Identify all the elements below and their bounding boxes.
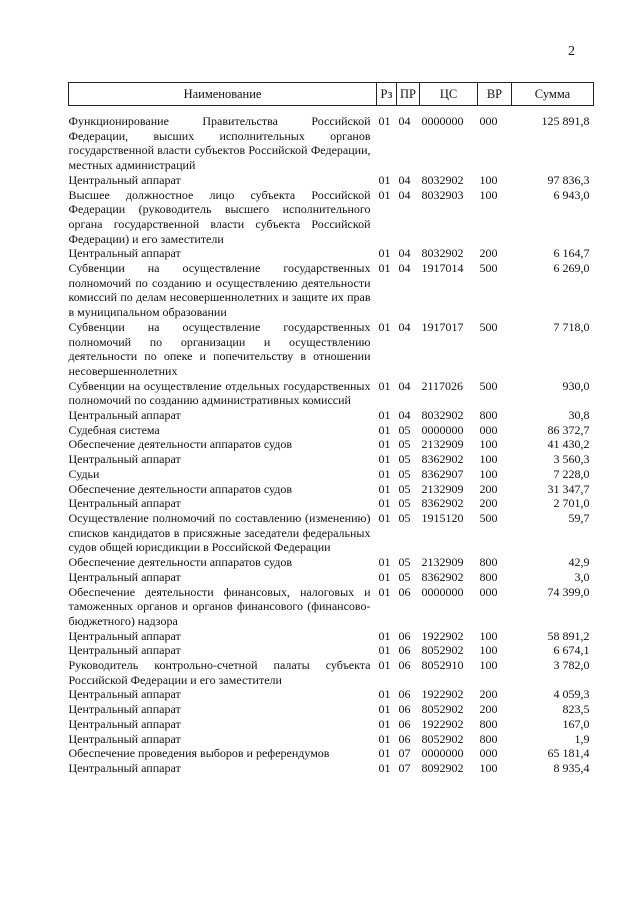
row-cs: 1922902 — [421, 628, 464, 643]
row-pr: 04 — [398, 187, 411, 202]
row-vr: 200 — [479, 687, 498, 702]
table-row — [69, 570, 594, 585]
row-sum: 6 269,0 — [553, 261, 590, 276]
row-rz: 01 — [378, 187, 391, 202]
row-pr: 05 — [398, 437, 411, 452]
row-sum: 6 943,0 — [553, 187, 590, 202]
table-row — [69, 761, 594, 776]
header-cs: ЦС — [420, 83, 478, 106]
row-sum: 3,0 — [574, 569, 590, 584]
row-cs: 8032902 — [421, 246, 464, 261]
row-sum: 58 891,2 — [547, 628, 590, 643]
row-rz: 01 — [378, 319, 391, 334]
row-name: Центральный аппарат — [68, 760, 181, 775]
row-cs: 8032902 — [421, 172, 464, 187]
table-row — [69, 188, 594, 247]
budget-table — [68, 82, 593, 776]
row-cs: 8362902 — [421, 496, 464, 511]
table-row — [69, 717, 594, 732]
row-pr: 05 — [398, 510, 411, 525]
row-vr: 100 — [479, 643, 498, 658]
row-rz: 01 — [378, 687, 391, 702]
row-vr: 500 — [479, 510, 498, 525]
row-vr: 800 — [479, 716, 498, 731]
row-vr: 200 — [479, 481, 498, 496]
row-cs: 0000000 — [421, 584, 464, 599]
row-cs: 8092902 — [421, 760, 464, 775]
row-pr: 04 — [398, 246, 411, 261]
row-sum: 8 935,4 — [553, 760, 590, 775]
row-name: Центральный аппарат — [68, 496, 181, 511]
row-sum: 4 059,3 — [553, 687, 590, 702]
row-pr: 05 — [398, 422, 411, 437]
table-row — [69, 467, 594, 482]
row-vr: 100 — [479, 658, 498, 673]
row-rz: 01 — [378, 702, 391, 717]
row-name: Центральный аппарат — [68, 716, 181, 731]
row-pr: 06 — [398, 643, 411, 658]
row-vr: 100 — [479, 452, 498, 467]
table-row — [69, 423, 594, 438]
row-name: Центральный аппарат — [68, 408, 181, 423]
row-rz: 01 — [378, 481, 391, 496]
row-vr: 800 — [479, 731, 498, 746]
row-sum: 7 718,0 — [553, 319, 590, 334]
table-row — [69, 702, 594, 717]
row-vr: 200 — [479, 702, 498, 717]
row-cs: 8052910 — [421, 658, 464, 673]
row-rz: 01 — [378, 246, 391, 261]
table-row — [69, 437, 594, 452]
row-vr: 200 — [479, 496, 498, 511]
row-name: Высшее должностное лицо субъекта Российской Федерации (руководитель высшего исполнительного органа государственной власти субъекта Российской Федерации) и его заместители — [68, 187, 371, 246]
row-name: Центральный аппарат — [68, 628, 181, 643]
row-pr: 07 — [398, 746, 411, 761]
row-rz: 01 — [378, 437, 391, 452]
row-cs: 8362907 — [421, 466, 464, 481]
row-vr: 800 — [479, 555, 498, 570]
row-rz: 01 — [378, 716, 391, 731]
row-sum: 2 701,0 — [553, 496, 590, 511]
row-cs: 8362902 — [421, 569, 464, 584]
row-cs: 0000000 — [421, 422, 464, 437]
row-name: Центральный аппарат — [68, 569, 181, 584]
row-sum: 3 782,0 — [553, 658, 590, 673]
row-vr: 100 — [479, 172, 498, 187]
row-vr: 100 — [479, 760, 498, 775]
row-vr: 100 — [479, 437, 498, 452]
row-rz: 01 — [378, 422, 391, 437]
table-row — [69, 114, 594, 173]
table-row — [69, 585, 594, 629]
row-name: Судебная система — [68, 422, 160, 437]
table-row — [69, 452, 594, 467]
spacer-row — [69, 106, 594, 115]
row-pr: 05 — [398, 496, 411, 511]
row-pr: 04 — [398, 114, 411, 128]
row-sum: 3 560,3 — [553, 452, 590, 467]
row-cs: 2132909 — [421, 555, 464, 570]
row-name: Обеспечение проведения выборов и референдумов — [68, 746, 330, 761]
row-rz: 01 — [378, 466, 391, 481]
row-sum: 65 181,4 — [547, 746, 590, 761]
row-cs: 8032902 — [421, 408, 464, 423]
row-pr: 05 — [398, 555, 411, 570]
row-rz: 01 — [378, 261, 391, 276]
row-pr: 04 — [398, 408, 411, 423]
row-name: Судьи — [68, 466, 100, 481]
row-pr: 06 — [398, 731, 411, 746]
row-name: Руководитель контрольно-счетной палаты субъекта Российской Федерации и его заместители — [68, 658, 371, 687]
row-sum: 823,5 — [562, 702, 590, 717]
row-vr: 100 — [479, 187, 498, 202]
row-vr: 500 — [479, 261, 498, 276]
row-rz: 01 — [378, 643, 391, 658]
row-vr: 000 — [479, 746, 498, 761]
row-rz: 01 — [378, 555, 391, 570]
row-pr: 07 — [398, 760, 411, 775]
row-cs: 8052902 — [421, 702, 464, 717]
row-pr: 06 — [398, 628, 411, 643]
table-header — [69, 83, 594, 106]
row-rz: 01 — [378, 452, 391, 467]
row-vr: 000 — [479, 422, 498, 437]
table-row — [69, 555, 594, 570]
table-row — [69, 261, 594, 320]
row-pr: 05 — [398, 452, 411, 467]
row-pr: 06 — [398, 658, 411, 673]
header-pr: ПР — [397, 83, 420, 106]
row-cs: 1922902 — [421, 716, 464, 731]
row-sum: 125 891,8 — [541, 114, 590, 128]
row-sum: 74 399,0 — [547, 584, 590, 599]
row-pr: 06 — [398, 584, 411, 599]
row-vr: 100 — [479, 466, 498, 481]
row-vr: 100 — [479, 628, 498, 643]
row-cs: 2117026 — [421, 378, 464, 393]
row-cs: 1917014 — [421, 261, 464, 276]
row-name: Обеспечение деятельности аппаратов судов — [68, 555, 293, 570]
table-row — [69, 658, 594, 687]
header-vr: ВР — [478, 83, 512, 106]
row-sum: 1,9 — [574, 731, 590, 746]
row-vr: 000 — [479, 114, 498, 128]
header-rz: Рз — [377, 83, 397, 106]
table-row — [69, 629, 594, 644]
page-number: 2 — [568, 44, 575, 59]
row-name: Осуществление полномочий по составлению (изменению) списков кандидатов в присяжные заседатели федеральных судов общей юрисдикции в Российской Федерации — [68, 510, 371, 555]
row-name: Обеспечение деятельности аппаратов судов — [68, 481, 293, 496]
row-sum: 86 372,7 — [547, 422, 590, 437]
row-cs: 2132909 — [421, 437, 464, 452]
row-pr: 05 — [398, 481, 411, 496]
table-row — [69, 482, 594, 497]
row-rz: 01 — [378, 569, 391, 584]
row-vr: 200 — [479, 246, 498, 261]
row-rz: 01 — [378, 408, 391, 423]
row-cs: 0000000 — [421, 746, 464, 761]
row-vr: 500 — [479, 319, 498, 334]
table-row — [69, 408, 594, 423]
row-vr: 800 — [479, 569, 498, 584]
row-pr: 05 — [398, 569, 411, 584]
row-pr: 04 — [398, 378, 411, 393]
row-rz: 01 — [378, 510, 391, 525]
row-name: Центральный аппарат — [68, 702, 181, 717]
row-sum: 30,8 — [568, 408, 590, 423]
row-name: Центральный аппарат — [68, 452, 181, 467]
header-name: Наименование — [69, 83, 377, 106]
row-name: Обеспечение деятельности финансовых, налоговых и таможенных органов и органов финансового (финансово-бюджетного) надзора — [68, 584, 371, 628]
table-row — [69, 496, 594, 511]
row-cs: 8052902 — [421, 731, 464, 746]
row-rz: 01 — [378, 378, 391, 393]
row-name: Обеспечение деятельности аппаратов судов — [68, 437, 293, 452]
row-sum: 41 430,2 — [547, 437, 590, 452]
row-cs: 2132909 — [421, 481, 464, 496]
row-pr: 04 — [398, 172, 411, 187]
row-pr: 06 — [398, 702, 411, 717]
row-cs: 8052902 — [421, 643, 464, 658]
row-sum: 42,9 — [568, 555, 590, 570]
row-cs: 8362902 — [421, 452, 464, 467]
table-row — [69, 687, 594, 702]
row-name: Центральный аппарат — [68, 172, 181, 187]
row-name: Центральный аппарат — [68, 731, 181, 746]
row-rz: 01 — [378, 731, 391, 746]
row-sum: 97 836,3 — [547, 172, 590, 187]
row-rz: 01 — [378, 172, 391, 187]
row-vr: 000 — [479, 584, 498, 599]
table-row — [69, 379, 594, 408]
table-row — [69, 643, 594, 658]
table-row — [69, 320, 594, 379]
row-name: Субвенции на осуществление отдельных государственных полномочий по созданию административных комиссий — [68, 378, 371, 408]
row-rz: 01 — [378, 496, 391, 511]
row-rz: 01 — [378, 628, 391, 643]
row-pr: 04 — [398, 261, 411, 276]
row-rz: 01 — [378, 584, 391, 599]
row-pr: 06 — [398, 716, 411, 731]
row-sum: 7 228,0 — [553, 466, 590, 481]
row-name: Центральный аппарат — [68, 246, 181, 261]
row-pr: 05 — [398, 466, 411, 481]
table-row — [69, 746, 594, 761]
row-name: Функционирование Правительства Российской Федерации, высших исполнительных органов государственной власти субъектов Российской Федерации, местных администраций — [68, 114, 371, 173]
row-name: Центральный аппарат — [68, 687, 181, 702]
row-cs: 1922902 — [421, 687, 464, 702]
table-row — [69, 511, 594, 555]
row-cs: 8032903 — [421, 187, 464, 202]
row-cs: 0000000 — [421, 114, 464, 128]
row-sum: 59,7 — [568, 510, 590, 525]
row-sum: 6 164,7 — [553, 246, 590, 261]
row-rz: 01 — [378, 658, 391, 673]
table-row — [69, 173, 594, 188]
table-body — [69, 106, 594, 776]
table-row — [69, 732, 594, 747]
row-sum: 6 674,1 — [553, 643, 590, 658]
row-vr: 500 — [479, 378, 498, 393]
row-rz: 01 — [378, 114, 391, 128]
row-name: Субвенции на осуществление государственных полномочий по созданию и осуществлению деятельности комиссий по делам несовершеннолетних и защите их прав в муниципальном образовании — [68, 261, 371, 320]
header-sum: Сумма — [512, 83, 594, 106]
row-vr: 800 — [479, 408, 498, 423]
row-rz: 01 — [378, 746, 391, 761]
row-rz: 01 — [378, 760, 391, 775]
row-name: Субвенции на осуществление государственных полномочий по организации и осуществлению деятельности по опеке и попечительству в отношении несовершеннолетних — [68, 319, 371, 378]
table-row — [69, 246, 594, 261]
row-pr: 06 — [398, 687, 411, 702]
row-cs: 1917017 — [421, 319, 464, 334]
row-cs: 1915120 — [421, 510, 464, 525]
row-sum: 167,0 — [562, 716, 590, 731]
row-sum: 31 347,7 — [547, 481, 590, 496]
row-pr: 04 — [398, 319, 411, 334]
row-name: Центральный аппарат — [68, 643, 181, 658]
row-sum: 930,0 — [562, 378, 590, 393]
